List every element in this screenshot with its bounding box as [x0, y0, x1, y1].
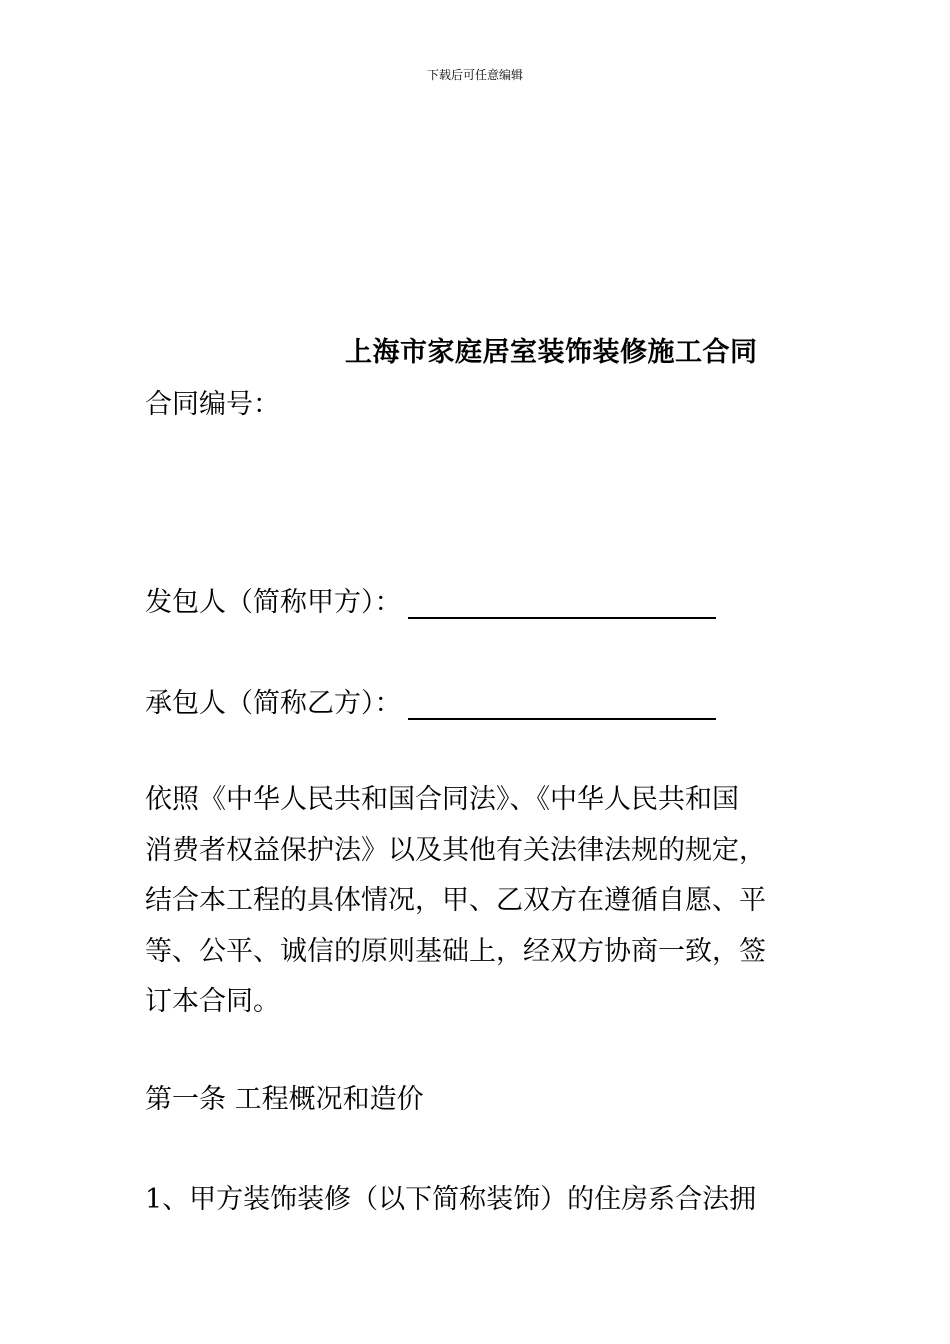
intro-paragraph [145, 775, 810, 1028]
contract-number-label: 合同编号： [145, 389, 280, 420]
clause-text: 1、甲方装饰装修（以下简称装饰）的住房系合法拥 [145, 1184, 757, 1215]
party-b-label: 承包人（简称乙方）： [145, 688, 402, 719]
intro-line: 消费者权益保护法》以及其他有关法律法规的规定， [145, 834, 766, 866]
party-a-blank-field [408, 587, 716, 619]
party-a-label: 发包人（简称甲方）： [145, 587, 402, 618]
document-title: 上海市家庭居室装饰装修施工合同 [345, 337, 758, 368]
page-header: 下载后可任意编辑 [426, 68, 523, 82]
party-a-row [145, 580, 716, 619]
party-b-row [145, 681, 716, 720]
section-heading: 第一条 工程概况和造价 [145, 1084, 424, 1115]
intro-line: 依照《中华人民共和国合同法》、《中华人民共和国 [145, 784, 739, 815]
intro-line: 结合本工程的具体情况，甲、乙双方在遵循自愿、平 [145, 885, 766, 916]
party-b-blank-field [408, 688, 716, 720]
intro-line: 订本合同。 [145, 986, 280, 1017]
intro-line: 等、公平、诚信的原则基础上，经双方协商一致，签 [145, 935, 766, 967]
